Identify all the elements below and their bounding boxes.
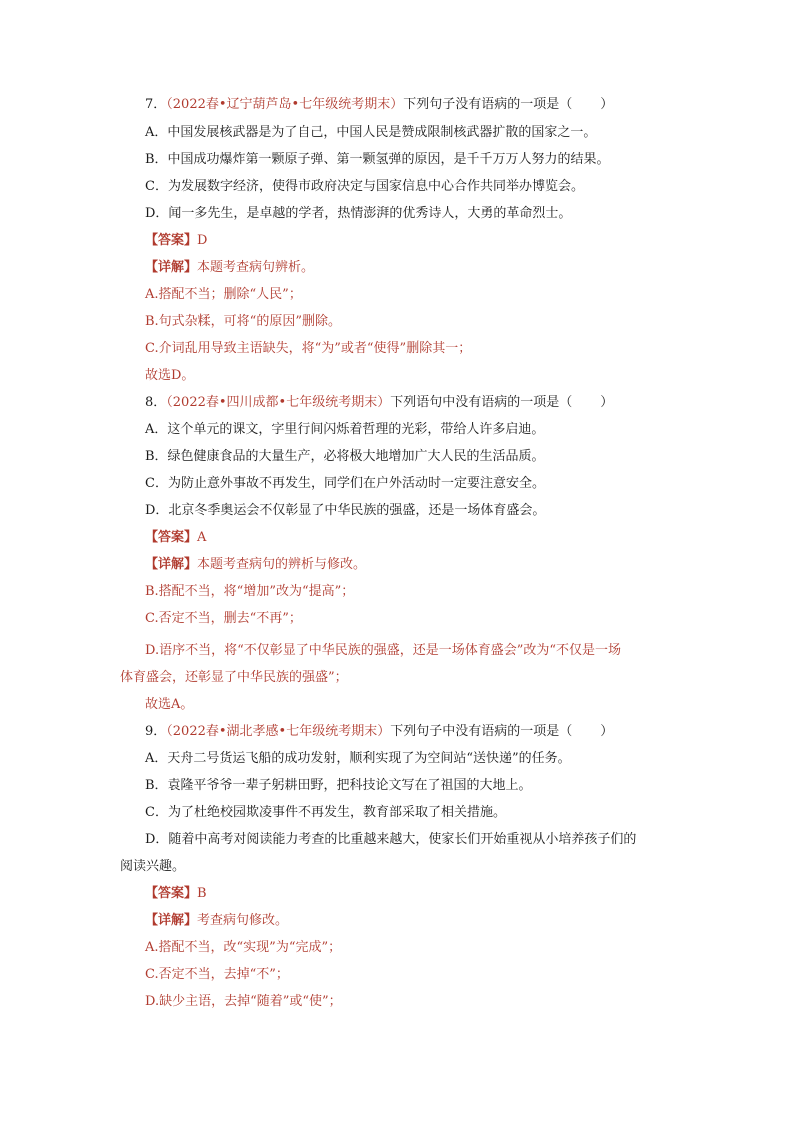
q9-option-d: D．随着中高考对阅读能力考查的比重越来越大，使家长们开始重视从小培养孩子们的 [145,832,637,847]
q7-header [145,96,705,114]
q9-answer-label: 【答案】 [145,886,198,901]
q9-number: 9． [145,724,167,739]
q8-explanation-d-cont: 体育盛会，还彰显了中华民族的强盛”； [120,670,348,685]
q8-header [145,394,705,412]
q7-detail-label: 【详解】 [145,260,198,275]
q9-source: （2022春•湖北孝感•七年级统考期末） [166,724,391,739]
q7-option-a: A．中国发展核武器是为了自己，中国人民是赞成限制核武器扩散的国家之一。 [145,125,597,140]
q7-answer [145,232,705,250]
q9-option-c: C．为了杜绝校园欺凌事件不再发生，教育部采取了相关措施。 [145,805,506,820]
q7-option-c: C．为发展数字经济，使得市政府决定与国家信息中心合作共同举办博览会。 [145,179,584,194]
q7-answer-value: D [197,233,208,248]
q7-source: （2022春•辽宁葫芦岛•七年级统考期末） [166,97,404,112]
q8-explanation-d: D.语序不当，将“不仅彰显了中华民族的强盛，还是一场体育盛会”改为“不仅是一场 [145,643,622,658]
q8-option-d: D．北京冬季奥运会不仅彰显了中华民族的强盛，还是一场体育盛会。 [145,503,546,518]
q7-close: ） [600,97,614,112]
q8-explanation-b: B.搭配不当，将“增加”改为“提高”； [145,584,355,599]
q8-number: 8． [145,395,167,410]
q8-explanation-c: C.否定不当，删去“不再”； [145,611,302,626]
q8-conclusion: 故选A。 [145,697,194,712]
q8-answer [145,529,705,547]
q7-number: 7． [145,97,167,112]
q9-stem: 下列句子中没有语病的一项是（ [390,724,573,739]
q9-close: ） [600,724,614,739]
q9-answer [145,885,705,903]
q8-answer-label: 【答案】 [145,530,198,545]
q8-stem: 下列语句中没有语病的一项是（ [390,395,573,410]
q9-answer-value: B [197,886,207,901]
q7-stem: 下列句子没有语病的一项是（ [403,97,573,112]
q8-detail [145,556,705,574]
q8-detail-label: 【详解】 [145,557,198,572]
q9-detail-text: 考查病句修改。 [197,913,289,928]
q7-answer-label: 【答案】 [145,233,198,248]
q9-header [145,723,705,741]
q7-explanation-a: A.搭配不当；删除“人民”； [145,287,302,302]
q9-explanation-d: D.缺少主语，去掉“随着”或“使”； [145,994,342,1009]
q7-explanation-c: C.介词乱用导致主语缺失，将“为”或者“使得”删除其一； [145,341,472,356]
q8-close: ） [600,395,614,410]
q9-detail [145,912,705,930]
q7-option-d: D．闻一多先生，是卓越的学者，热情澎湃的优秀诗人，大勇的革命烈士。 [145,206,572,221]
q9-detail-label: 【详解】 [145,913,198,928]
q7-detail [145,259,705,277]
q8-option-b: B．绿色健康食品的大量生产，必将极大地增加广大人民的生活品质。 [145,449,545,464]
q9-explanation-c: C.否定不当，去掉“不”； [145,967,289,982]
q7-option-b: B．中国成功爆炸第一颗原子弹、第一颗氢弹的原因，是千千万万人努力的结果。 [145,152,610,167]
q9-option-b: B．袁隆平爷爷一辈子躬耕田野，把科技论文写在了祖国的大地上。 [145,778,532,793]
q8-source: （2022春•四川成都•七年级统考期末） [166,395,391,410]
q9-option-d-cont: 阅读兴趣。 [120,859,186,874]
q8-option-c: C．为防止意外事故不再发生，同学们在户外活动时一定要注意安全。 [145,476,545,491]
q8-answer-value: A [197,530,207,545]
q8-detail-text: 本题考查病句的辨析与修改。 [197,557,367,572]
q7-detail-text: 本题考查病句辨析。 [197,260,315,275]
q7-conclusion: 故选D。 [145,368,195,383]
q8-option-a: A．这个单元的课文，字里行间闪烁着哲理的光彩，带给人许多启迪。 [145,422,545,437]
q7-explanation-b: B.句式杂糅，可将“的原因”删除。 [145,314,341,329]
q9-explanation-a: A.搭配不当，改“实现”为“完成”； [145,940,342,955]
q9-option-a: A．天舟二号货运飞船的成功发射，顺利实现了为空间站“送快递”的任务。 [145,751,571,766]
